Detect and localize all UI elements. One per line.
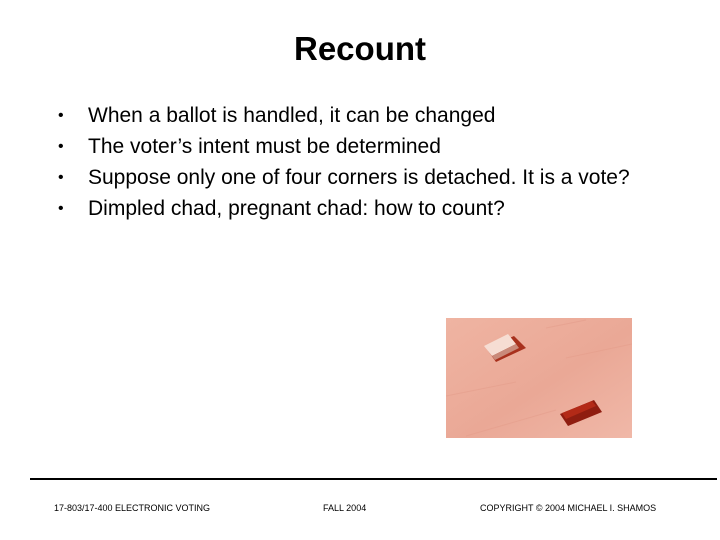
bullet-dot-icon: • [58, 169, 64, 186]
slide-title: Recount [294, 30, 426, 67]
footer-course: 17-803/17-400 ELECTRONIC VOTING [54, 503, 211, 513]
bullet-dot-icon: • [58, 107, 64, 124]
bullet-item [0, 195, 720, 223]
bullet-text: Suppose only one of four corners is detached. It is a vote? [88, 166, 630, 189]
bullet-dot-icon: • [58, 200, 64, 217]
footer-copyright: COPYRIGHT © 2004 MICHAEL I. SHAMOS [480, 503, 657, 513]
bullet-dot-icon: • [58, 138, 64, 155]
bullet-text: When a ballot is handled, it can be changed [88, 104, 496, 127]
bullet-text: Dimpled chad, pregnant chad: how to count? [88, 197, 505, 220]
bullet-text: The voter’s intent must be determined [88, 135, 441, 158]
footer-divider [30, 478, 717, 480]
bullet-item [0, 102, 720, 130]
bullet-item [0, 164, 720, 192]
chad-photo [446, 318, 632, 438]
bullet-list [0, 102, 720, 226]
ballot-card [446, 318, 632, 438]
footer-term: FALL 2004 [323, 503, 367, 513]
bullet-item [0, 133, 720, 161]
